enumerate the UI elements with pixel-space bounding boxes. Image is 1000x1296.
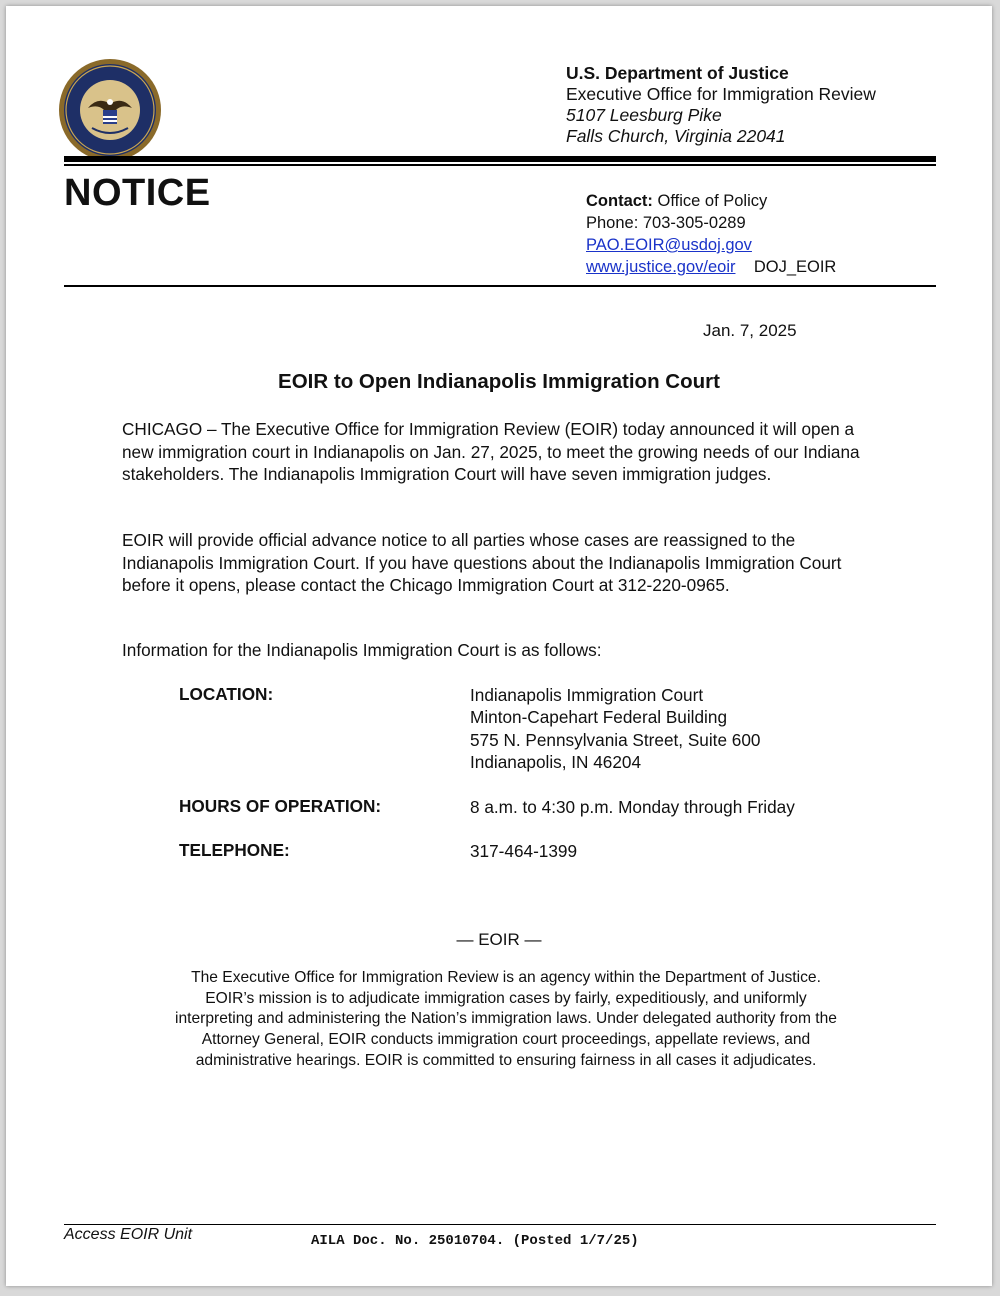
- contact-label: Contact:: [586, 192, 653, 210]
- hours-value: 8 a.m. to 4:30 p.m. Monday through Friday: [470, 797, 795, 817]
- location-line: Indianapolis, IN 46204: [470, 751, 642, 772]
- about-line: The Executive Office for Immigration Review is an agency within the Department of Justice.: [191, 969, 821, 986]
- location-label: LOCATION:: [179, 684, 274, 704]
- location-line: Minton-Capehart Federal Building: [470, 707, 727, 728]
- footer-unit: Access EOIR Unit: [64, 1226, 193, 1243]
- about-eoir: [116, 968, 896, 1072]
- hours-label: HOURS OF OPERATION:: [179, 796, 382, 816]
- about-line: EOIR’s mission is to adjudicate immigration cases by fairly, expeditiously, and uniformly: [205, 989, 807, 1007]
- telephone-label: TELEPHONE:: [179, 840, 290, 860]
- footer-rule: [64, 1224, 936, 1225]
- agency-block: [566, 63, 876, 147]
- about-line: administrative hearings. EOIR is committed to ensuring fairness in all cases it adjudicates.: [195, 1051, 817, 1069]
- contact-phone: Phone: 703-305-0289: [586, 214, 746, 232]
- doj-seal-icon: [58, 58, 162, 162]
- about-line: Attorney General, EOIR conducts immigration court proceedings, appellate reviews, and: [201, 1031, 811, 1049]
- location-line: 575 N. Pennsylvania Street, Suite 600: [470, 729, 761, 750]
- address-line-2: Falls Church, Virginia 22041: [566, 126, 786, 146]
- office-name: Executive Office for Immigration Review: [566, 84, 876, 104]
- telephone-value: 317-464-1399: [470, 841, 578, 861]
- aila-doc-number: AILA Doc. No. 25010704. (Posted 1/7/25): [311, 1233, 639, 1249]
- notice-date: Jan. 7, 2025: [703, 321, 797, 340]
- notice-title: NOTICE: [64, 172, 211, 214]
- contact-email-link[interactable]: PAO.EOIR@usdoj.gov: [586, 236, 752, 254]
- header-rule-thick: [64, 156, 936, 162]
- contact-handle: DOJ_EOIR: [753, 258, 837, 276]
- paragraph-announcement: CHICAGO – The Executive Office for Immigration Review (EOIR) today announced it will open a new immigration court in Indianapolis on Jan. 27, 2025, to meet the growing needs of our Indiana stakeholders. The Indianapolis Immigration Court will have seven immigration judges.: [122, 419, 860, 484]
- eoir-divider: — EOIR —: [456, 930, 542, 949]
- department-name: U.S. Department of Justice: [566, 63, 789, 83]
- address-line-1: 5107 Leesburg Pike: [566, 105, 722, 125]
- document-page: [6, 6, 992, 1286]
- paragraph-advance-notice: EOIR will provide official advance notice to all parties whose cases are reassigned to the Indianapolis Immigration Court. If you have questions about the Indianapolis Immigration Court before it opens, please contact the Chicago Immigration Court at 312-220-0965.: [122, 530, 842, 595]
- paragraph-info-intro: Information for the Indianapolis Immigration Court is as follows:: [122, 640, 602, 660]
- location-value: [470, 684, 760, 773]
- contact-block: [586, 190, 836, 278]
- header-rule-thin: [64, 164, 936, 166]
- headline: EOIR to Open Indianapolis Immigration Court: [278, 370, 720, 393]
- contact-rule: [64, 285, 936, 287]
- about-line: interpreting and administering the Nation’s immigration laws. Under delegated authority from the: [175, 1010, 837, 1028]
- contact-website-link[interactable]: www.justice.gov/eoir: [586, 258, 736, 276]
- contact-office: Office of Policy: [657, 192, 768, 210]
- location-line: Indianapolis Immigration Court: [470, 685, 704, 705]
